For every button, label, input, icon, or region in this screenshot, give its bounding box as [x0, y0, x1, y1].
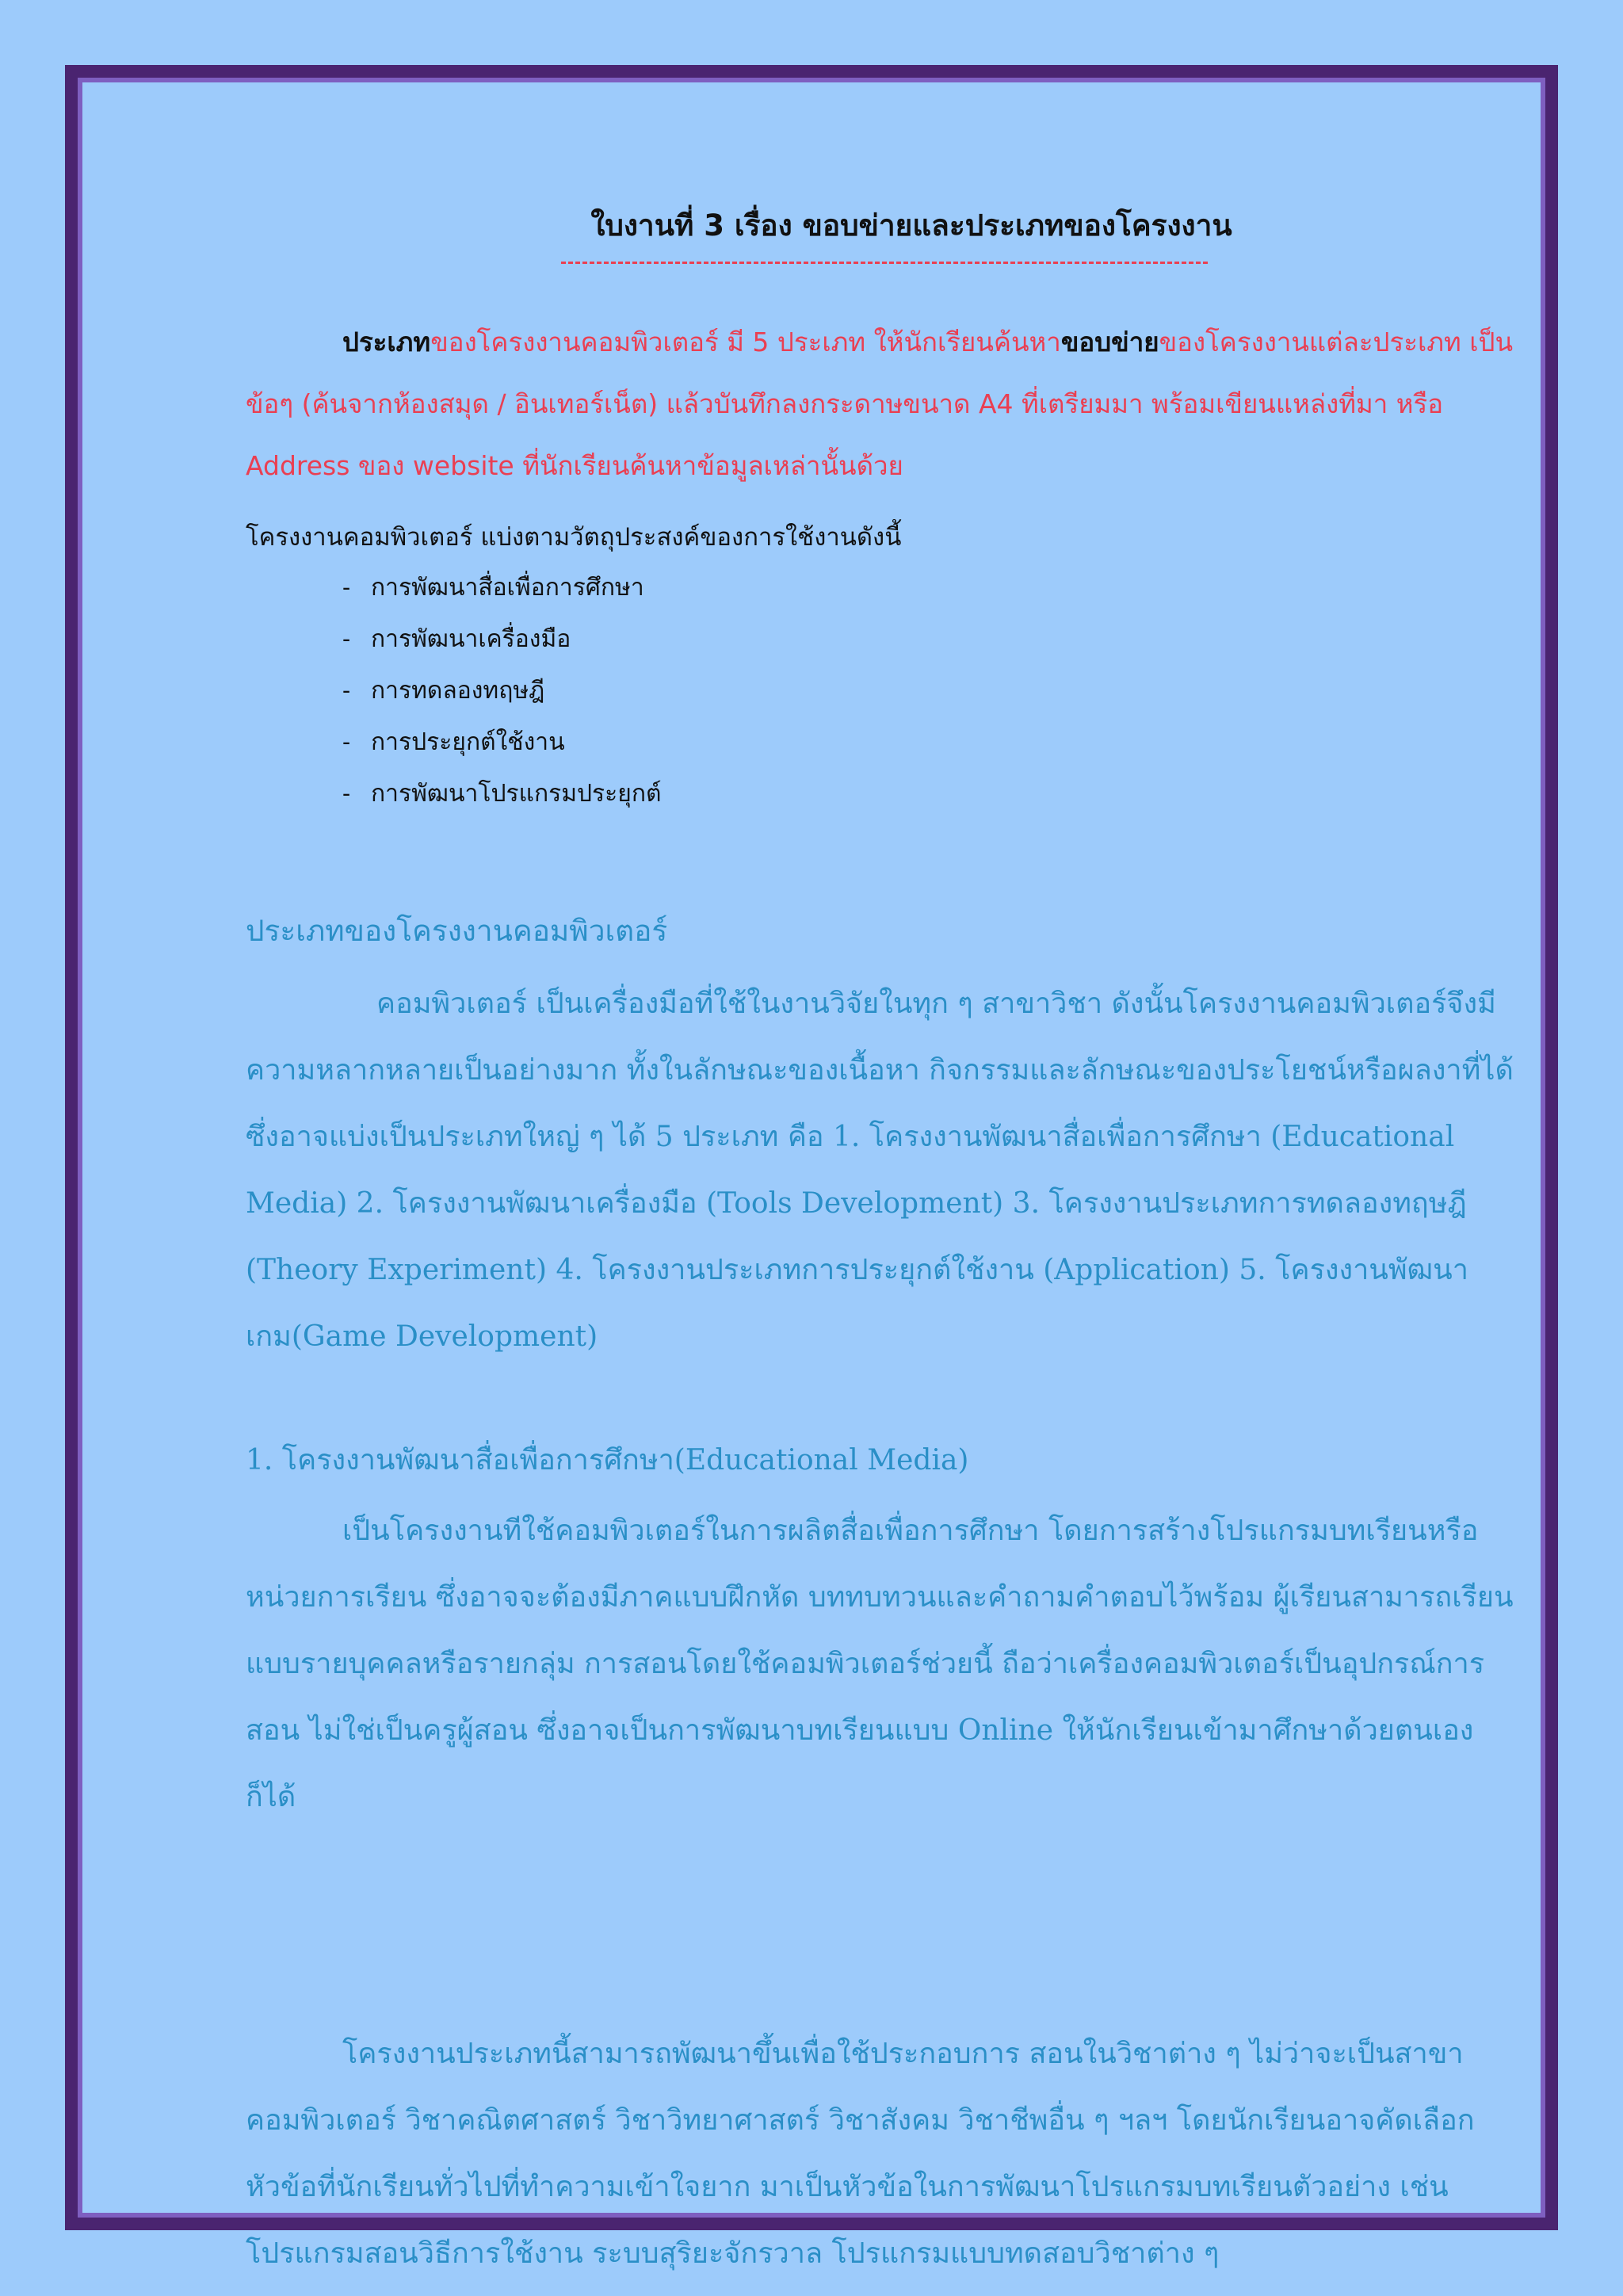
objective-subheading: โครงงานคอมพิวเตอร์ แบ่งตามวัตถุประสงค์ของการใช้งานดังนี้ [246, 523, 902, 552]
dashed-divider [561, 262, 1208, 264]
bullet-dash: - [342, 728, 351, 756]
list-item [342, 569, 662, 621]
bullet-dash: - [342, 677, 351, 705]
types-section-heading: ประเภทของโครงงานคอมพิวเตอร์ [246, 914, 668, 948]
instruction-paragraph [246, 311, 1522, 497]
educational-media-paragraph-2: โครงงานประเภทนี้สามารถพัฒนาขึ้นเพื่อใช้ประกอบการ สอนในวิชาต่าง ๆ ไม่ว่าจะเป็นสาขาคอมพิวเตอร์ วิชาคณิตศาสตร์ วิชาวิทยาศาสตร์ วิชาสังคม วิชาชีพอื่น ๆ ฯลฯ โดยนักเรียนอาจคัดเลือกหัวข้อที่นักเรียนทั่วไปที่ทำความเข้าใจยาก มาเป็นหัวข้อในการพัฒนาโปรแกรมบทเรียนตัวอย่าง เช่น โปรแกรมสอนวิธีการใช้งาน ระบบสุริยะจักรวาล โปรแกรมแบบทดสอบวิชาต่าง ๆ [246, 2038, 1475, 2270]
instruction-bold-type: ประเภท [342, 327, 431, 357]
instruction-bold-scope: ขอบข่าย [1060, 327, 1159, 357]
instruction-text-2: ของโครงงานแต่ละประเภท เป็นข้อๆ (ค้นจากห้องสมุด / อินเทอร์เน็ต) แล้วบันทึกลงกระดาษขนาด A4 ที่เตรียมมา พร้อมเขียนแหล่งที่มา หรือ Address ของ website ที่นักเรียนค้นหาข้อมูลเหล่านั้นด้วย [246, 327, 1514, 481]
list-item-text: การพัฒนาเครื่องมือ [371, 625, 571, 653]
educational-media-paragraph-1: เป็นโครงงานทีใช้คอมพิวเตอร์ในการผลิตสื่อเพื่อการศึกษา โดยการสร้างโปรแกรมบทเรียนหรือหน่วยการเรียน ซึ่งอาจจะต้องมีภาคแบบฝึกหัด บททบทวนและคำถามคำตอบไว้พร้อม ผู้เรียนสามารถเรียนแบบรายบุคคลหรือรายกลุ่ม การสอนโดยใช้คอมพิวเตอร์ช่วยนี้ ถือว่าเครื่องคอมพิวเตอร์เป็นอุปกรณ์การสอน ไม่ใช่เป็นครูผู้สอน ซึ่งอาจเป็นการพัฒนาบทเรียนแบบ Online ให้นักเรียนเข้ามาศึกษาด้วยตนเองก็ได้ [246, 1515, 1514, 1813]
worksheet-title: ใบงานที่ 3 เรื่อง ขอบข่ายและประเภทของโครงงาน [590, 208, 1232, 243]
educational-media-heading: 1. โครงงานพัฒนาสื่อเพื่อการศึกษา(Educational Media) [246, 1444, 969, 1477]
bullet-dash: - [342, 625, 351, 653]
list-item [342, 672, 662, 724]
instruction-text-1: ของโครงงานคอมพิวเตอร์ มี 5 ประเภท ให้นักเรียนค้นหา [430, 327, 1061, 357]
list-item-text: การพัฒนาสื่อเพื่อการศึกษา [371, 574, 644, 602]
types-section-paragraph: คอมพิวเตอร์ เป็นเครื่องมือที่ใช้ในงานวิจัยในทุก ๆ สาขาวิชา ดังนั้นโครงงานคอมพิวเตอร์จึงมีความหลากหลายเป็นอย่างมาก ทั้งในลักษณะของเนื้อหา กิจกรรมและลักษณะของประโยชน์หรือผลงาที่ได้ ซึ่งอาจแบ่งเป็นประเภทใหญ่ ๆ ได้ 5 ประเภท คือ 1. โครงงานพัฒนาสื่อเพื่อการศึกษา (Educational Media) 2. โครงงานพัฒนาเครื่องมือ (Tools Development) 3. โครงงานประเภทการทดลองทฤษฎี (Theory Experiment) 4. โครงงานประเภทการประยุกต์ใช้งาน (Application) 5. โครงงานพัฒนาเกม(Game Development) [246, 988, 1514, 1353]
bullet-dash: - [342, 780, 351, 808]
list-item [342, 621, 662, 672]
objective-list [342, 569, 662, 827]
bullet-dash: - [342, 574, 351, 602]
list-item-text: การประยุกต์ใช้งาน [371, 728, 565, 756]
list-item [342, 724, 662, 775]
list-item-text: การพัฒนาโปรแกรมประยุกต์ [371, 780, 662, 808]
list-item [342, 775, 662, 827]
list-item-text: การทดลองทฤษฎี [371, 677, 545, 705]
